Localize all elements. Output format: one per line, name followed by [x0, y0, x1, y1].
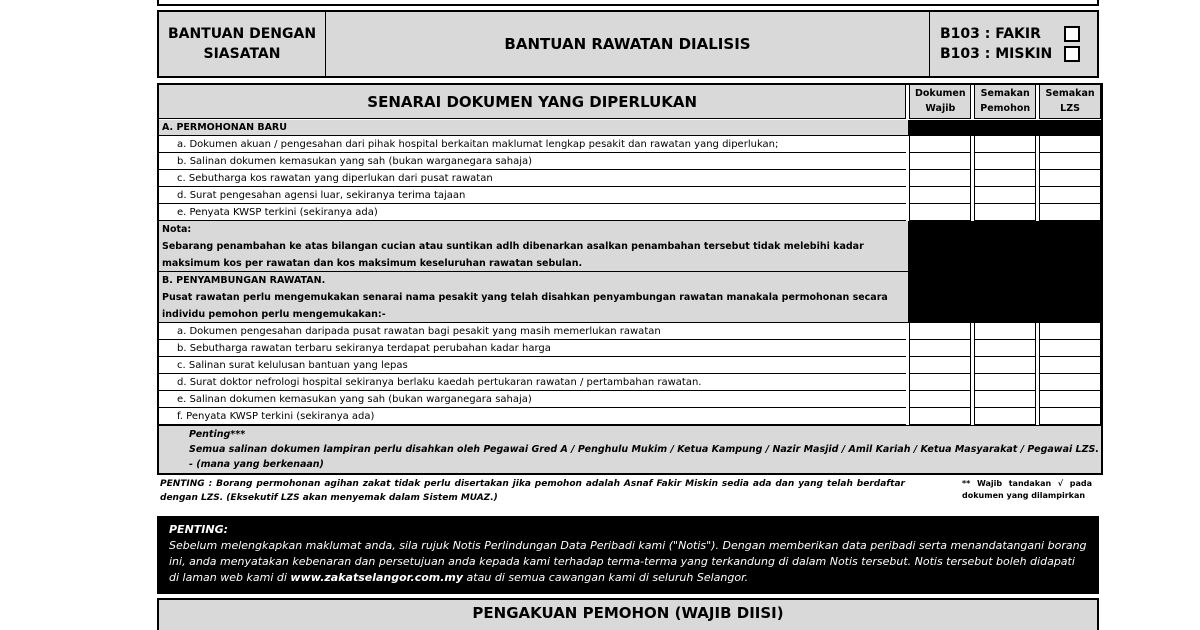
checkbox-semakan-lzs[interactable]: [1039, 187, 1101, 204]
table-header-row: [159, 85, 1101, 119]
checkbox-semakan-pemohon[interactable]: [974, 391, 1036, 408]
checkbox-dokumen-wajib[interactable]: [909, 340, 971, 357]
nota-block: [159, 221, 908, 272]
column-header-semakan-lzs: Semakan LZS: [1039, 85, 1101, 119]
doc-item: b. Salinan dokumen kemasukan yang sah (bukan warganegara sahaja): [159, 153, 906, 170]
checkbox-semakan-lzs[interactable]: [1039, 357, 1101, 374]
documents-table: [157, 83, 1103, 475]
doc-item: a. Dokumen pengesahan daripada pusat rawatan bagi pesakit yang masih memerlukan rawatan: [159, 323, 906, 340]
doc-item: a. Dokumen akuan / pengesahan dari pihak hospital berkaitan maklumat lengkap pesakit dan rawatan yang diperlukan;: [159, 136, 906, 153]
checkbox-dokumen-wajib[interactable]: [909, 357, 971, 374]
section-a-heading: A. PERMOHONAN BARU: [159, 120, 908, 136]
privacy-text: [169, 538, 1087, 586]
column-header-semakan-pemohon: Semakan Pemohon: [974, 85, 1036, 119]
checkbox-semakan-lzs[interactable]: [1039, 391, 1101, 408]
privacy-text-before: Sebelum melengkapkan maklumat anda, sila rujuk Notis Perlindungan Data Peribadi kami ("Notis"). Dengan memberikan data peribadi serta menandatangani borang ini, anda menyatakan kebenaran dan persetujuan anda kepada kami terhadap terma-terma yang terkandung di dalam Notis tersebut. Notis tersebut boleh didapati di laman web kami di: [169, 539, 1087, 584]
fakir-checkbox[interactable]: [1064, 26, 1080, 42]
doc-item: e. Penyata KWSP terkini (sekiranya ada): [159, 204, 906, 221]
privacy-notice: [157, 516, 1099, 594]
website-link[interactable]: www.zakatselangor.com.my: [290, 571, 464, 584]
checkbox-dokumen-wajib[interactable]: [909, 187, 971, 204]
table-row: [159, 170, 1101, 187]
doc-item: b. Sebutharga rawatan terbaru sekiranya terdapat perubahan kadar harga: [159, 340, 906, 357]
penting-heading: Penting***: [189, 429, 246, 440]
checkbox-dokumen-wajib[interactable]: [909, 153, 971, 170]
blackout-panel: [908, 221, 1101, 323]
privacy-heading: PENTING:: [169, 523, 229, 536]
nota-heading: Nota:: [162, 224, 192, 235]
section-b-heading: B. PENYAMBUNGAN RAWATAN.: [162, 275, 326, 286]
checkbox-dokumen-wajib[interactable]: [909, 136, 971, 153]
checkbox-semakan-lzs[interactable]: [1039, 374, 1101, 391]
checkbox-semakan-pemohon[interactable]: [974, 204, 1036, 221]
doc-item: c. Salinan surat kelulusan bantuan yang lepas: [159, 357, 906, 374]
table-row: [159, 408, 1101, 425]
header-main-title: BANTUAN RAWATAN DIALISIS: [326, 12, 930, 76]
doc-item: d. Surat pengesahan agensi luar, sekiranya terima tajaan: [159, 187, 906, 204]
doc-item: e. Salinan dokumen kemasukan yang sah (bukan warganegara sahaja): [159, 391, 906, 408]
checkbox-semakan-lzs[interactable]: [1039, 323, 1101, 340]
checkbox-dokumen-wajib[interactable]: [909, 408, 971, 425]
top-border: [157, 0, 1099, 6]
checkbox-semakan-pemohon[interactable]: [974, 187, 1036, 204]
checkbox-semakan-pemohon[interactable]: [974, 323, 1036, 340]
checkbox-semakan-lzs[interactable]: [1039, 204, 1101, 221]
section-a-heading-row: [159, 120, 1101, 136]
pengakuan-section-title: PENGAKUAN PEMOHON (WAJIB DIISI): [157, 598, 1099, 630]
checkbox-dokumen-wajib[interactable]: [909, 374, 971, 391]
option-miskin-label: B103 : MISKIN: [940, 46, 1053, 62]
table-row: [159, 340, 1101, 357]
doc-item: f. Penyata KWSP terkini (sekiranya ada): [159, 408, 906, 425]
table-row: [159, 357, 1101, 374]
checkbox-semakan-pemohon[interactable]: [974, 374, 1036, 391]
doc-item: c. Sebutharga kos rawatan yang diperlukan dari pusat rawatan: [159, 170, 906, 187]
doc-item: d. Surat doktor nefrologi hospital sekiranya berlaku kaedah pertukaran rawatan / pertambahan rawatan.: [159, 374, 906, 391]
table-row: [159, 153, 1101, 170]
checkbox-semakan-pemohon[interactable]: [974, 340, 1036, 357]
header-left-title: BANTUAN DENGAN SIASATAN: [159, 12, 326, 76]
checkbox-semakan-pemohon[interactable]: [974, 153, 1036, 170]
header-options: [930, 12, 1097, 76]
checkbox-dokumen-wajib[interactable]: [909, 170, 971, 187]
checkbox-semakan-lzs[interactable]: [1039, 153, 1101, 170]
checkbox-dokumen-wajib[interactable]: [909, 391, 971, 408]
checkbox-dokumen-wajib[interactable]: [909, 323, 971, 340]
checkbox-semakan-pemohon[interactable]: [974, 170, 1036, 187]
miskin-checkbox[interactable]: [1064, 46, 1080, 62]
checkbox-semakan-pemohon[interactable]: [974, 408, 1036, 425]
option-miskin[interactable]: [940, 44, 1080, 64]
checkbox-semakan-lzs[interactable]: [1039, 340, 1101, 357]
checkbox-semakan-lzs[interactable]: [1039, 408, 1101, 425]
table-row: [159, 391, 1101, 408]
form-header: [157, 10, 1099, 78]
checkbox-semakan-pemohon[interactable]: [974, 136, 1036, 153]
checkbox-dokumen-wajib[interactable]: [909, 204, 971, 221]
checkmark-footnote: ** Wajib tandakan √ pada dokumen yang dilampirkan: [962, 479, 1092, 500]
table-row: [159, 323, 1101, 340]
checkbox-semakan-lzs[interactable]: [1039, 170, 1101, 187]
penting-note: [159, 425, 1101, 473]
penting-text: Semua salinan dokumen lampiran perlu disahkan oleh Pegawai Gred A / Penghulu Mukim / Ketua Kampung / Nazir Masjid / Amil Kariah / Ketua Masyarakat / Pegawai LZS. - (mana yang berkenaan): [189, 444, 1099, 470]
privacy-text-after: atau di semua cawangan kami di seluruh Selangor.: [463, 571, 749, 584]
section-b-intro: Pusat rawatan perlu mengemukakan senarai nama pesakit yang telah disahkan penyambungan rawatan manakala permohonan secara individu pemohon perlu mengemukakan:-: [162, 292, 888, 320]
section-b-block: [159, 272, 908, 323]
checkbox-semakan-lzs[interactable]: [1039, 136, 1101, 153]
table-row: [159, 136, 1101, 153]
nota-text: Sebarang penambahan ke atas bilangan cucian atau suntikan adlh dibenarkan asalkan penambahan tersebut tidak melebihi kadar maksimum kos per rawatan dan kos maksimum keseluruhan rawatan sebulan.: [162, 241, 864, 269]
table-row: [159, 204, 1101, 221]
option-fakir-label: B103 : FAKIR: [940, 26, 1041, 42]
table-row: [159, 187, 1101, 204]
section-a-blackout: [908, 120, 1101, 136]
table-row: [159, 374, 1101, 391]
checkbox-semakan-pemohon[interactable]: [974, 357, 1036, 374]
column-header-dokumen-wajib: Dokumen Wajib: [909, 85, 971, 119]
table-title: SENARAI DOKUMEN YANG DIPERLUKAN: [159, 85, 906, 119]
option-fakir[interactable]: [940, 24, 1080, 44]
registration-footnote: PENTING : Borang permohonan agihan zakat tidak perlu disertakan jika pemohon adalah Asnaf Fakir Miskin sedia ada dan yang telah berdaftar dengan LZS. (Eksekutif LZS akan menyemak dalam Sistem MUAZ.): [160, 479, 905, 503]
